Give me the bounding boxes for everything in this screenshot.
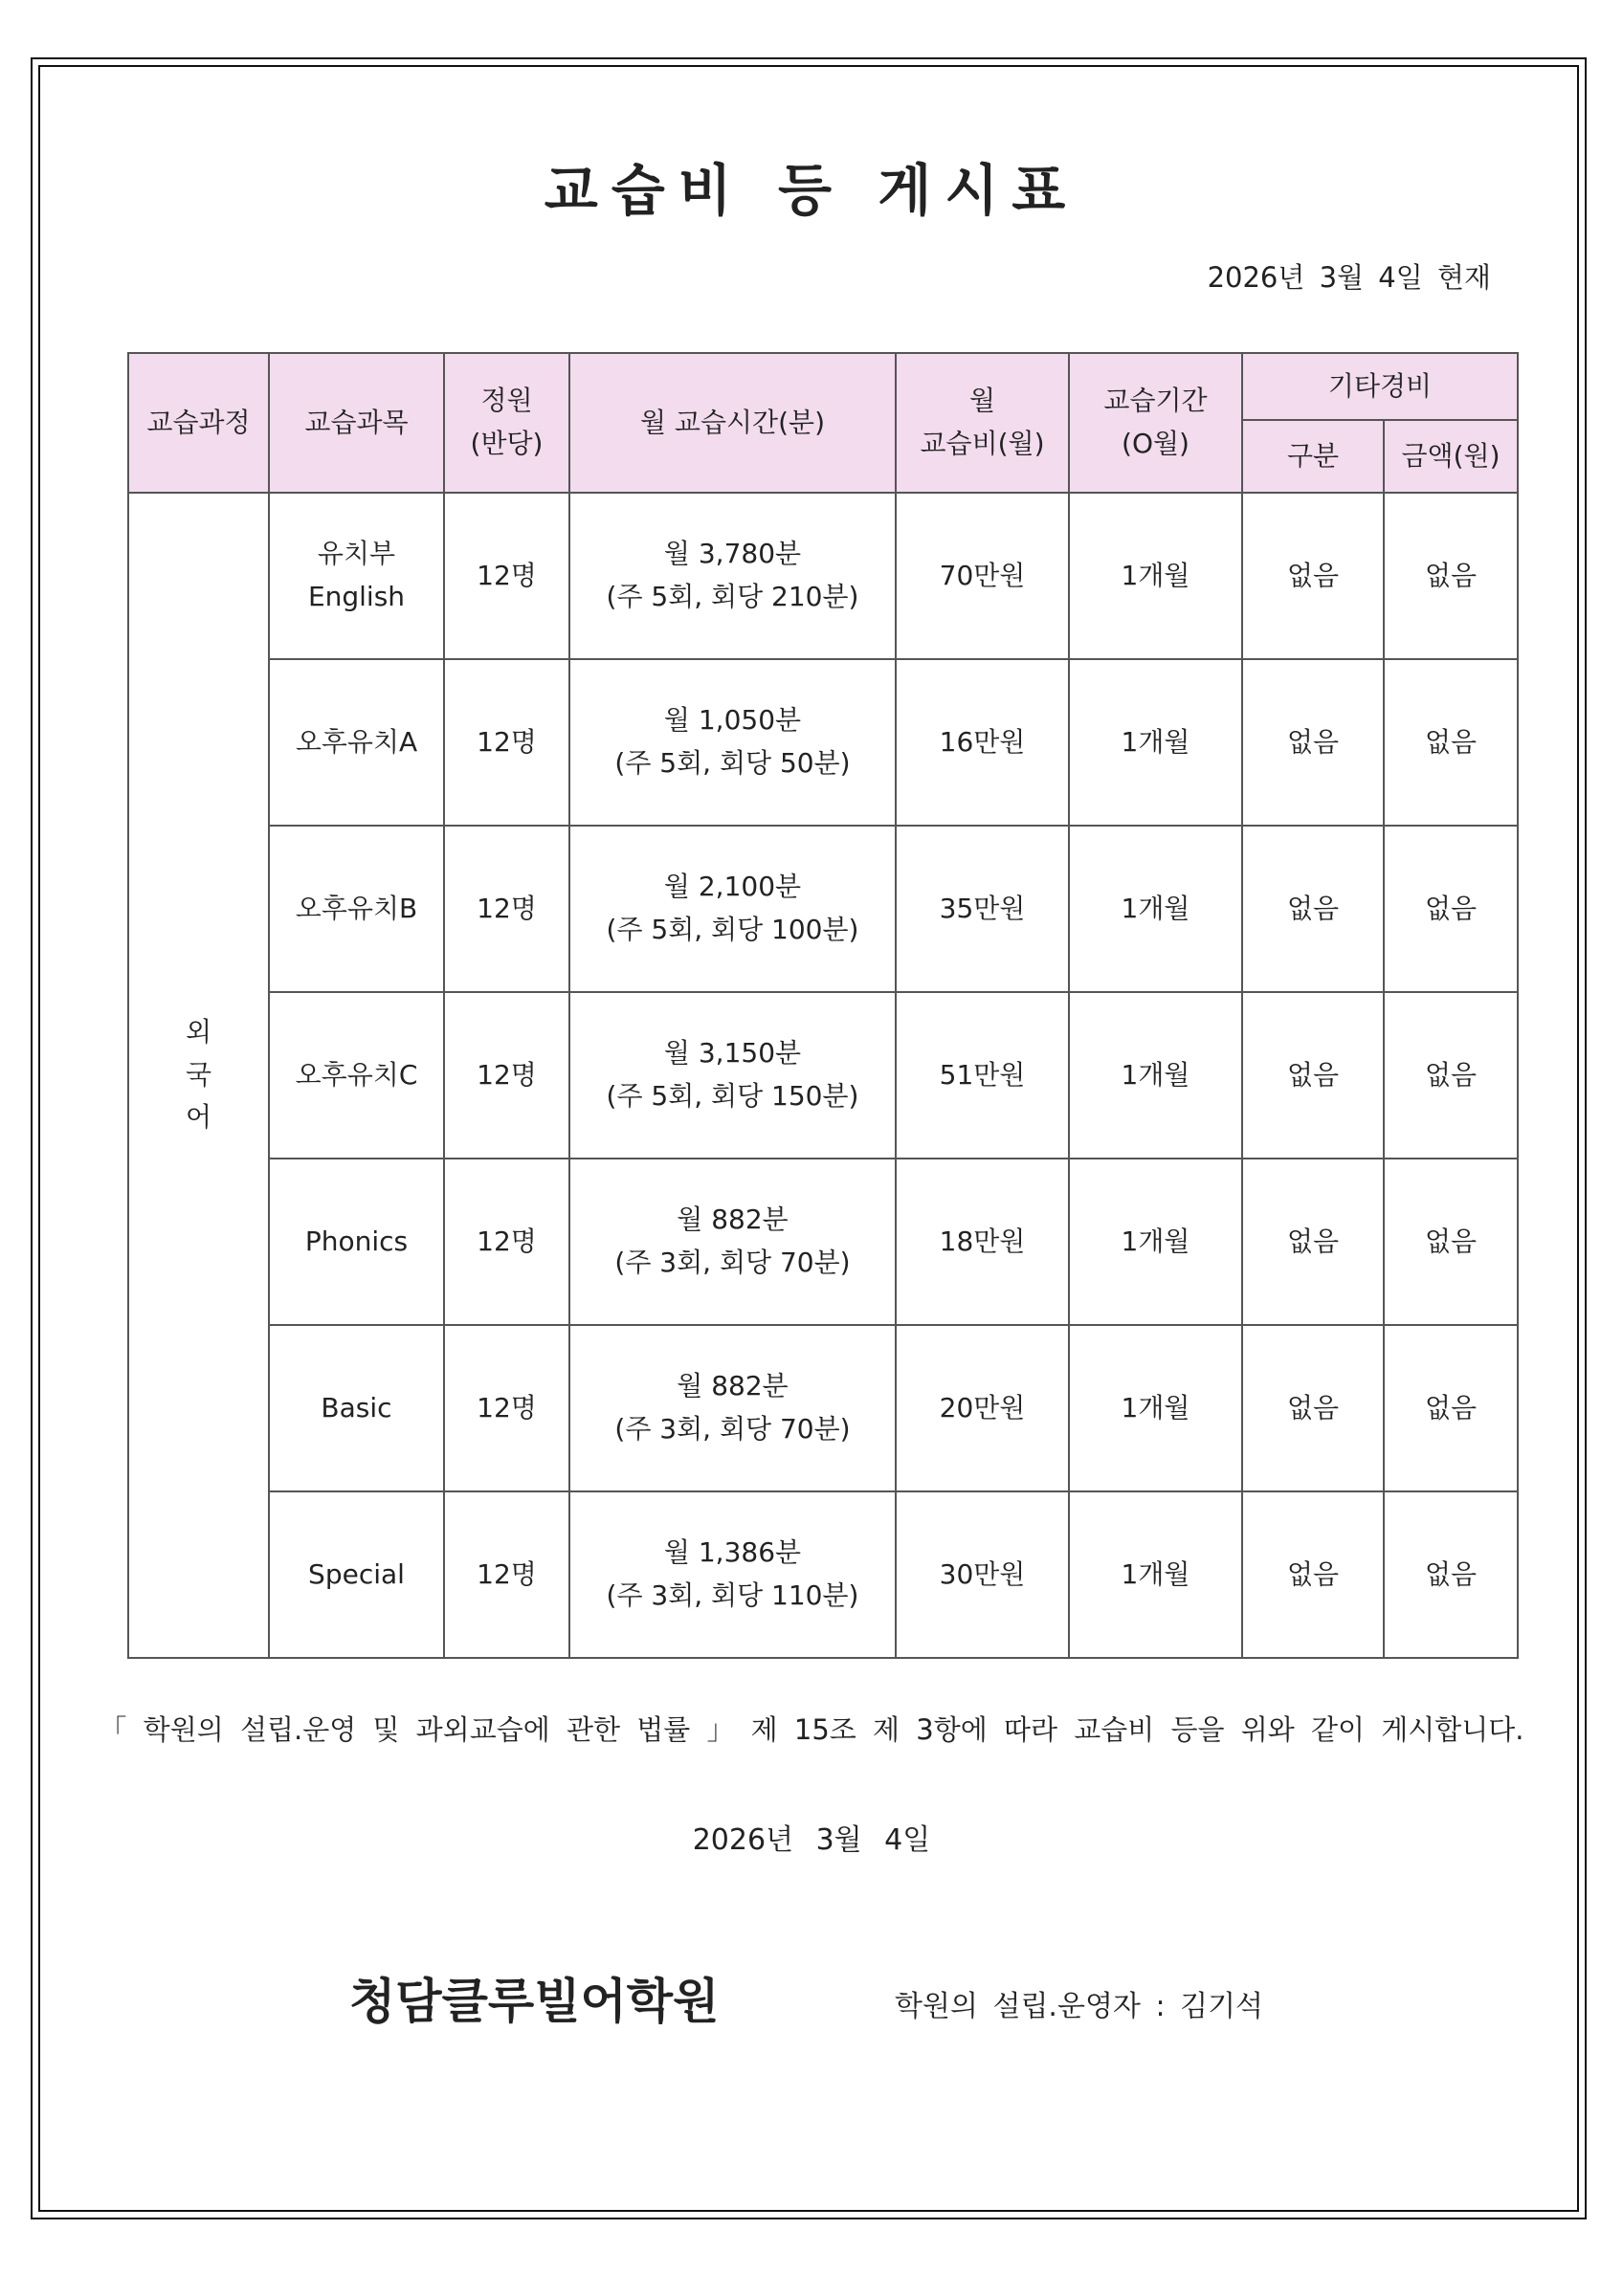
capacity-cell: 12명	[444, 826, 569, 992]
subject-cell: Basic	[269, 1325, 444, 1491]
header-capacity	[444, 353, 569, 493]
period-cell: 1개월	[1069, 1491, 1242, 1658]
statute-notice: 「 학원의 설립.운영 및 과외교습에 관한 법률 」 제 15조 제 3항에 따라 교습비 등을 위와 같이 게시합니다.	[99, 1713, 1524, 1746]
fee-cell: 70만원	[896, 493, 1069, 659]
category-cell: 없음	[1242, 992, 1384, 1159]
posting-date: 2026년 3월 4일	[692, 1823, 931, 1857]
amount-cell: 없음	[1384, 992, 1518, 1159]
amount-cell: 없음	[1384, 1325, 1518, 1491]
hours-cell: 월 3,780분 (주 5회, 회당 210분)	[569, 493, 896, 659]
fee-table-body	[128, 493, 1518, 1658]
capacity-cell: 12명	[444, 493, 569, 659]
header-category-label: 구분	[1286, 439, 1340, 472]
subject-cell: Special	[269, 1491, 444, 1658]
subject-cell: 오후유치A	[269, 659, 444, 826]
hours-cell: 월 882분 (주 3회, 회당 70분)	[569, 1325, 896, 1491]
period-cell: 1개월	[1069, 659, 1242, 826]
amount-cell: 없음	[1384, 1491, 1518, 1658]
subject-cell: 유치부 English	[269, 493, 444, 659]
hours-cell: 월 1,050분 (주 5회, 회당 50분)	[569, 659, 896, 826]
fee-cell: 18만원	[896, 1159, 1069, 1325]
amount-cell: 없음	[1384, 659, 1518, 826]
category-cell: 없음	[1242, 1159, 1384, 1325]
category-cell: 없음	[1242, 826, 1384, 992]
header-amount-label: 금액(원)	[1401, 439, 1501, 472]
hours-cell: 월 882분 (주 3회, 회당 70분)	[569, 1159, 896, 1325]
header-monthly-fee-label: 월 교습비(월)	[920, 385, 1045, 459]
capacity-cell: 12명	[444, 1491, 569, 1658]
period-cell: 1개월	[1069, 1325, 1242, 1491]
period-cell: 1개월	[1069, 826, 1242, 992]
subject-cell: 오후유치C	[269, 992, 444, 1159]
capacity-cell: 12명	[444, 992, 569, 1159]
as-of-date: 2026년 3월 4일 현재	[1207, 261, 1491, 294]
hours-cell: 월 2,100분 (주 5회, 회당 100분)	[569, 826, 896, 992]
header-period	[1069, 353, 1242, 493]
fee-cell: 51만원	[896, 992, 1069, 1159]
header-subject-label: 교습과목	[304, 406, 409, 438]
table-row	[128, 1159, 1518, 1325]
header-other-expenses-label: 기타경비	[1327, 369, 1433, 402]
header-capacity-label: 정원 (반당)	[470, 385, 544, 459]
subject-cell: Phonics	[269, 1159, 444, 1325]
page-title: 교습비 등 게시표	[544, 158, 1079, 223]
table-row	[128, 1325, 1518, 1491]
header-amount	[1384, 420, 1518, 493]
fee-cell: 30만원	[896, 1491, 1069, 1658]
category-cell: 없음	[1242, 659, 1384, 826]
capacity-cell: 12명	[444, 1159, 569, 1325]
fee-cell: 20만원	[896, 1325, 1069, 1491]
category-cell: 없음	[1242, 1491, 1384, 1658]
table-row	[128, 826, 1518, 992]
header-monthly-hours-label: 월 교습시간(분)	[639, 406, 826, 438]
table-row	[128, 1491, 1518, 1658]
fee-cell: 35만원	[896, 826, 1069, 992]
subject-cell: 오후유치B	[269, 826, 444, 992]
header-monthly-hours	[569, 353, 896, 493]
period-cell: 1개월	[1069, 992, 1242, 1159]
hours-cell: 월 1,386분 (주 3회, 회당 110분)	[569, 1491, 896, 1658]
period-cell: 1개월	[1069, 1159, 1242, 1325]
capacity-cell: 12명	[444, 1325, 569, 1491]
hours-cell: 월 3,150분 (주 5회, 회당 150분)	[569, 992, 896, 1159]
header-other-expenses	[1242, 353, 1518, 420]
period-cell: 1개월	[1069, 493, 1242, 659]
header-course	[128, 353, 269, 493]
header-period-label: 교습기간 (O월)	[1103, 385, 1208, 459]
table-row	[128, 992, 1518, 1159]
header-course-label: 교습과정	[146, 406, 251, 438]
header-subject	[269, 353, 444, 493]
academy-name: 청담클루빌어학원	[349, 1974, 720, 2029]
table-row	[128, 659, 1518, 826]
operator-name: 학원의 설립.운영자 : 김기석	[895, 1990, 1264, 2023]
fee-table	[127, 352, 1519, 1659]
fee-cell: 16만원	[896, 659, 1069, 826]
header-category	[1242, 420, 1384, 493]
course-cell: 외 국 어	[128, 493, 269, 1658]
capacity-cell: 12명	[444, 659, 569, 826]
amount-cell: 없음	[1384, 826, 1518, 992]
category-cell: 없음	[1242, 1325, 1384, 1491]
table-row	[128, 493, 1518, 659]
category-cell: 없음	[1242, 493, 1384, 659]
amount-cell: 없음	[1384, 493, 1518, 659]
header-monthly-fee	[896, 353, 1069, 493]
amount-cell: 없음	[1384, 1159, 1518, 1325]
